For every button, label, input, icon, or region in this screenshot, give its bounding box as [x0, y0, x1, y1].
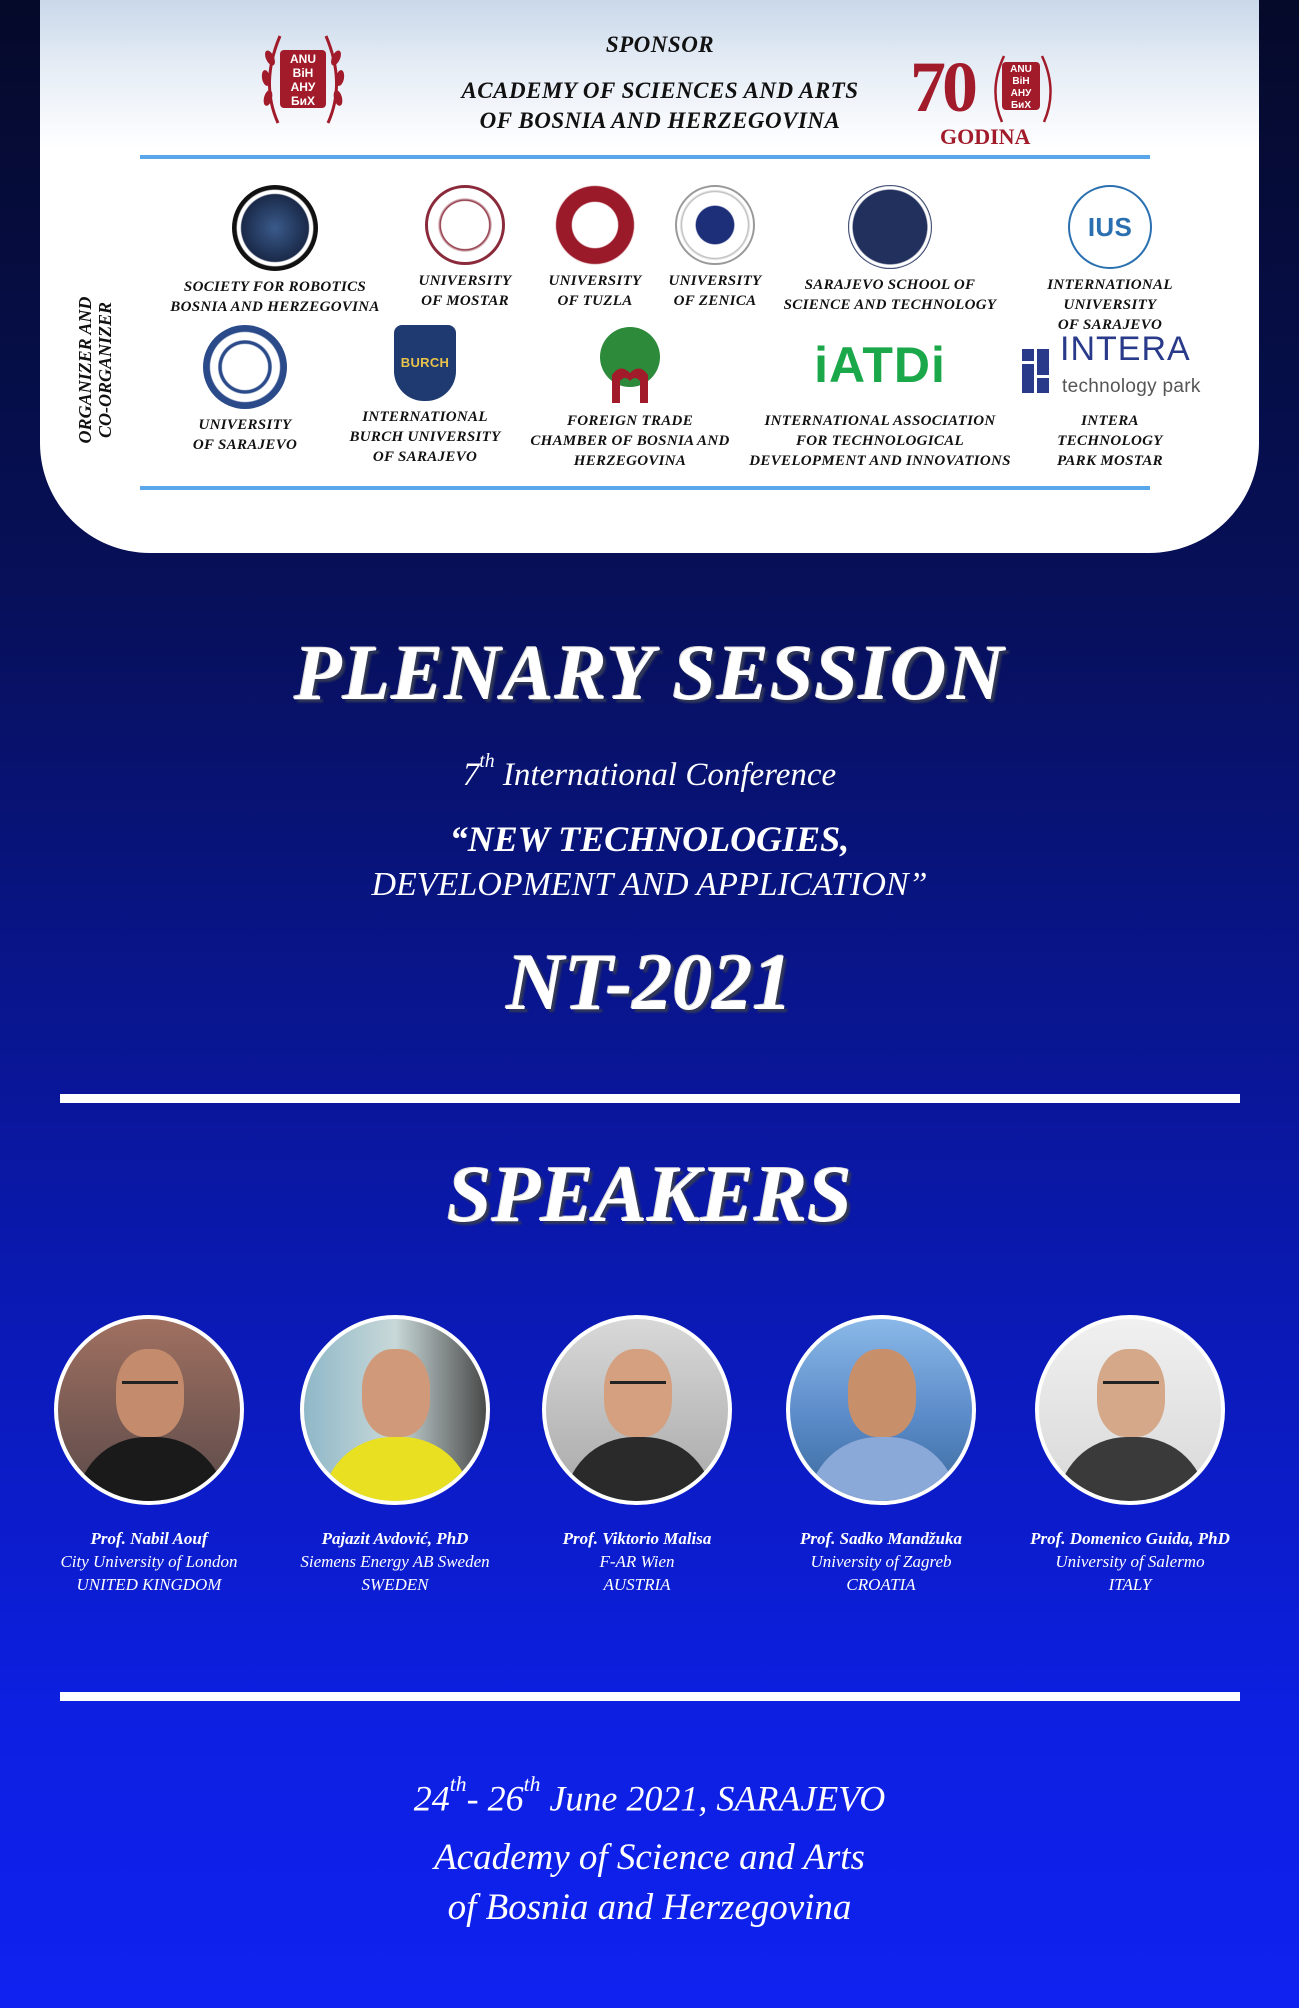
conference-code: NT-2021: [506, 939, 793, 1027]
org-university-mostar: UNIVERSITY OF MOSTAR: [390, 185, 540, 311]
plenary-title: PLENARY SESSION: [294, 629, 1005, 716]
org-university-zenica: UNIVERSITY OF ZENICA: [650, 185, 780, 311]
sponsor-heading: SPONSOR: [605, 32, 715, 57]
academy-laurel-logo: [258, 28, 348, 133]
speaker-affiliation: Siemens Energy AB Sweden: [300, 1552, 490, 1571]
org-intera: INTERA technology park INTERA TECHNOLOGY PARK MOSTAR: [1010, 325, 1210, 471]
top-blue-divider: [140, 155, 1150, 159]
speaker-glasses: [1103, 1381, 1159, 1394]
burch-shield-icon: BURCH: [394, 325, 456, 401]
speaker-jacket: [322, 1437, 472, 1505]
small-anu-seal: ANU BiH АНУ БиХ: [1002, 62, 1040, 110]
speaker-name: Prof. Nabil Aouf: [90, 1529, 208, 1548]
org-ius: IUS INTERNATIONAL UNIVERSITY OF SARAJEVO: [1010, 185, 1210, 335]
sponsor-name-line2: OF BOSNIA AND HERZEGOVINA: [479, 108, 841, 133]
speaker-country: ITALY: [1108, 1575, 1152, 1594]
speaker-card: [275, 1315, 515, 1596]
event-date: 24th- 26th June 2021, SARAJEVO: [413, 1772, 886, 1819]
speaker-name: Pajazit Avdović, PhD: [321, 1529, 469, 1548]
speaker-face: [848, 1349, 916, 1437]
speaker-country: UNITED KINGDOM: [76, 1575, 222, 1594]
theme-line1: “NEW TECHNOLOGIES,: [449, 819, 850, 859]
speaker-photo: [542, 1315, 732, 1505]
org-burch: BURCH INTERNATIONAL BURCH UNIVERSITY OF SARAJEVO: [330, 325, 520, 467]
anniversary-logo: [910, 46, 1090, 156]
org-university-sarajevo: UNIVERSITY OF SARAJEVO: [155, 325, 335, 455]
speaker-card: [29, 1315, 269, 1596]
mostar-seal-icon: [425, 185, 505, 265]
speaker-jacket: [1057, 1437, 1207, 1505]
speaker-affiliation: University of Salermo: [1055, 1552, 1205, 1571]
iatdi-logo-icon: iATDi: [814, 337, 946, 393]
zenica-seal-icon: [675, 185, 755, 265]
speaker-country: CROATIA: [846, 1575, 916, 1594]
org-university-tuzla: UNIVERSITY OF TUZLA: [530, 185, 660, 311]
white-divider-top: [60, 1094, 1240, 1103]
speaker-country: SWEDEN: [361, 1575, 429, 1594]
anu-seal-text: ANU BiH АНУ БиХ: [280, 50, 326, 108]
speaker-card: [761, 1315, 1001, 1596]
sarajevo-seal-icon: [203, 325, 287, 409]
bottom-blue-divider: [140, 486, 1150, 490]
tuzla-seal-icon: [555, 185, 635, 265]
speaker-jacket: [76, 1437, 226, 1505]
speaker-name: Prof. Domenico Guida, PhD: [1030, 1529, 1230, 1548]
organizer-side-label: ORGANIZER AND CO-ORGANIZER: [75, 296, 115, 444]
org-ssst: SARAJEVO SCHOOL OF SCIENCE AND TECHNOLOGY: [765, 185, 1015, 315]
org-iatdi: iATDi INTERNATIONAL ASSOCIATION FOR TECHNOLOGICAL DEVELOPMENT AND INNOVATIONS: [740, 325, 1020, 471]
intera-logo-icon: [1010, 325, 1210, 405]
speaker-glasses: [610, 1381, 666, 1394]
anniversary-word: GODINA: [940, 124, 1031, 149]
speaker-name: Prof. Viktorio Malisa: [562, 1529, 712, 1548]
speaker-photo: [786, 1315, 976, 1505]
theme-line2: DEVELOPMENT AND APPLICATION”: [371, 866, 928, 903]
speaker-card: [1010, 1315, 1250, 1596]
venue-line2: of Bosnia and Herzegovina: [447, 1887, 852, 1928]
speaker-card: [517, 1315, 757, 1596]
speaker-name: Prof. Sadko Mandžuka: [799, 1529, 962, 1548]
org-robotics-society: SOCIETY FOR ROBOTICS BOSNIA AND HERZEGOVINA: [155, 185, 395, 317]
speaker-face: [362, 1349, 430, 1437]
speaker-jacket: [808, 1437, 958, 1505]
sponsor-name-line1: ACADEMY OF SCIENCES AND ARTS: [461, 78, 859, 103]
intera-subtitle: technology park: [1062, 376, 1201, 397]
anniversary-number: 70: [910, 47, 974, 127]
speaker-jacket: [564, 1437, 714, 1505]
speaker-affiliation: University of Zagreb: [810, 1552, 952, 1571]
sponsor-row: [40, 28, 1259, 148]
robot-society-seal-icon: [232, 185, 318, 271]
speaker-affiliation: F-AR Wien: [599, 1552, 675, 1571]
ius-seal-icon: IUS: [1068, 185, 1152, 269]
ssst-seal-icon: [848, 185, 932, 269]
speakers-title: SPEAKERS: [447, 1151, 852, 1239]
org-foreign-trade-chamber: FOREIGN TRADE CHAMBER OF BOSNIA AND HERZEGOVINA: [515, 325, 745, 471]
venue-line1: Academy of Science and Arts: [434, 1837, 865, 1878]
intera-wordmark: INTERA: [1060, 330, 1191, 368]
speaker-photo: [1035, 1315, 1225, 1505]
speaker-photo: [300, 1315, 490, 1505]
small-laurel-icon: [988, 50, 1058, 130]
organizers-card: [40, 0, 1259, 553]
speaker-affiliation: City University of London: [60, 1552, 238, 1571]
speaker-photo: [54, 1315, 244, 1505]
white-divider-bottom: [60, 1692, 1240, 1701]
conference-subtitle: 7th International Conference: [462, 750, 837, 793]
speaker-country: AUSTRIA: [603, 1575, 671, 1594]
speaker-glasses: [122, 1381, 178, 1394]
tree-logo-icon: [590, 325, 670, 405]
